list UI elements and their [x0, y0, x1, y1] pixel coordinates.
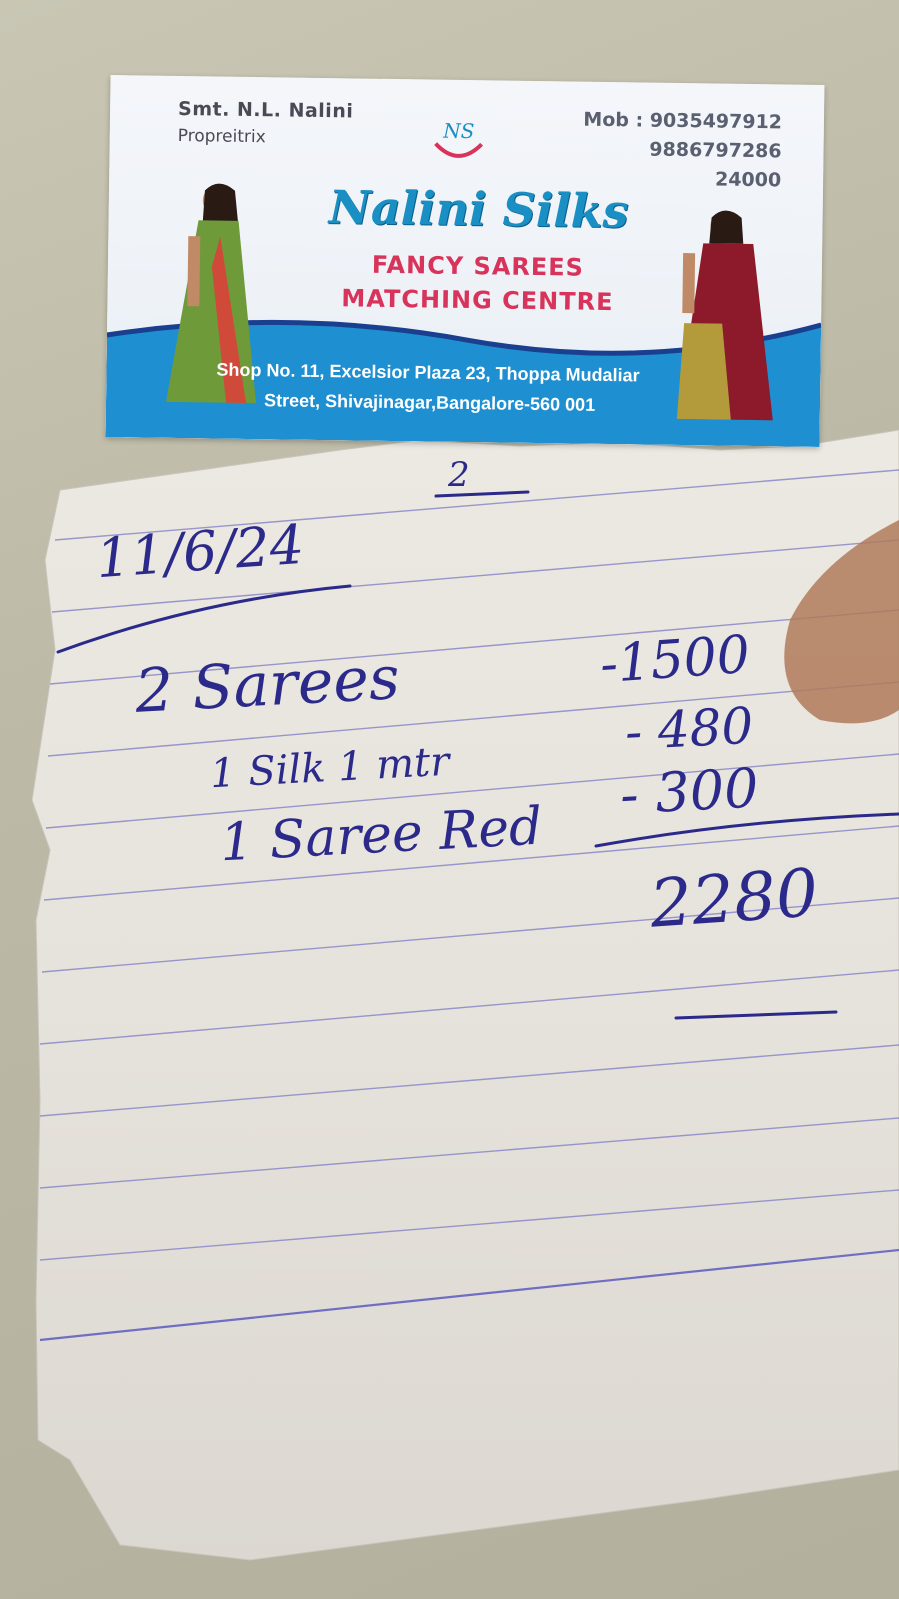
- page-mark: 2: [448, 455, 470, 495]
- phone-number: 9886797286: [649, 138, 782, 163]
- item-desc: 1 Saree Red: [218, 796, 544, 874]
- shop-logo-monogram: NS: [443, 118, 475, 144]
- item-desc: 1 Silk 1 mtr: [208, 738, 451, 798]
- paper-sheet: [32, 430, 899, 1560]
- item-amount: - 300: [618, 756, 761, 827]
- item-desc: 2 Sarees: [133, 643, 402, 727]
- card-phones: [541, 105, 782, 195]
- note-date: 11/6/24: [94, 512, 307, 591]
- phone-number: 24000: [714, 168, 782, 192]
- shop-title: Nalini Silks: [328, 180, 629, 239]
- item-amount: - 480: [623, 696, 755, 762]
- card-owner-role: Propreitrix: [177, 125, 266, 148]
- note-total: 2280: [647, 854, 821, 943]
- phone-number: Mob : 9035497912: [583, 108, 783, 134]
- shop-logo: [427, 107, 490, 166]
- shop-address-line-1: Shop No. 11, Excelsior Plaza 23, Thoppa Mudaliar: [216, 359, 640, 386]
- saree-model-right: [661, 203, 794, 425]
- shop-address-line-2: Street, Shivajinagar,Bangalore-560 001: [263, 390, 596, 415]
- shop-subtitle-1: FANCY SAREES: [371, 250, 585, 282]
- business-card: [106, 75, 825, 447]
- shop-subtitle-2: MATCHING CENTRE: [341, 284, 614, 317]
- item-amount: -1500: [598, 624, 752, 696]
- card-owner-name: Smt. N.L. Nalini: [177, 97, 354, 123]
